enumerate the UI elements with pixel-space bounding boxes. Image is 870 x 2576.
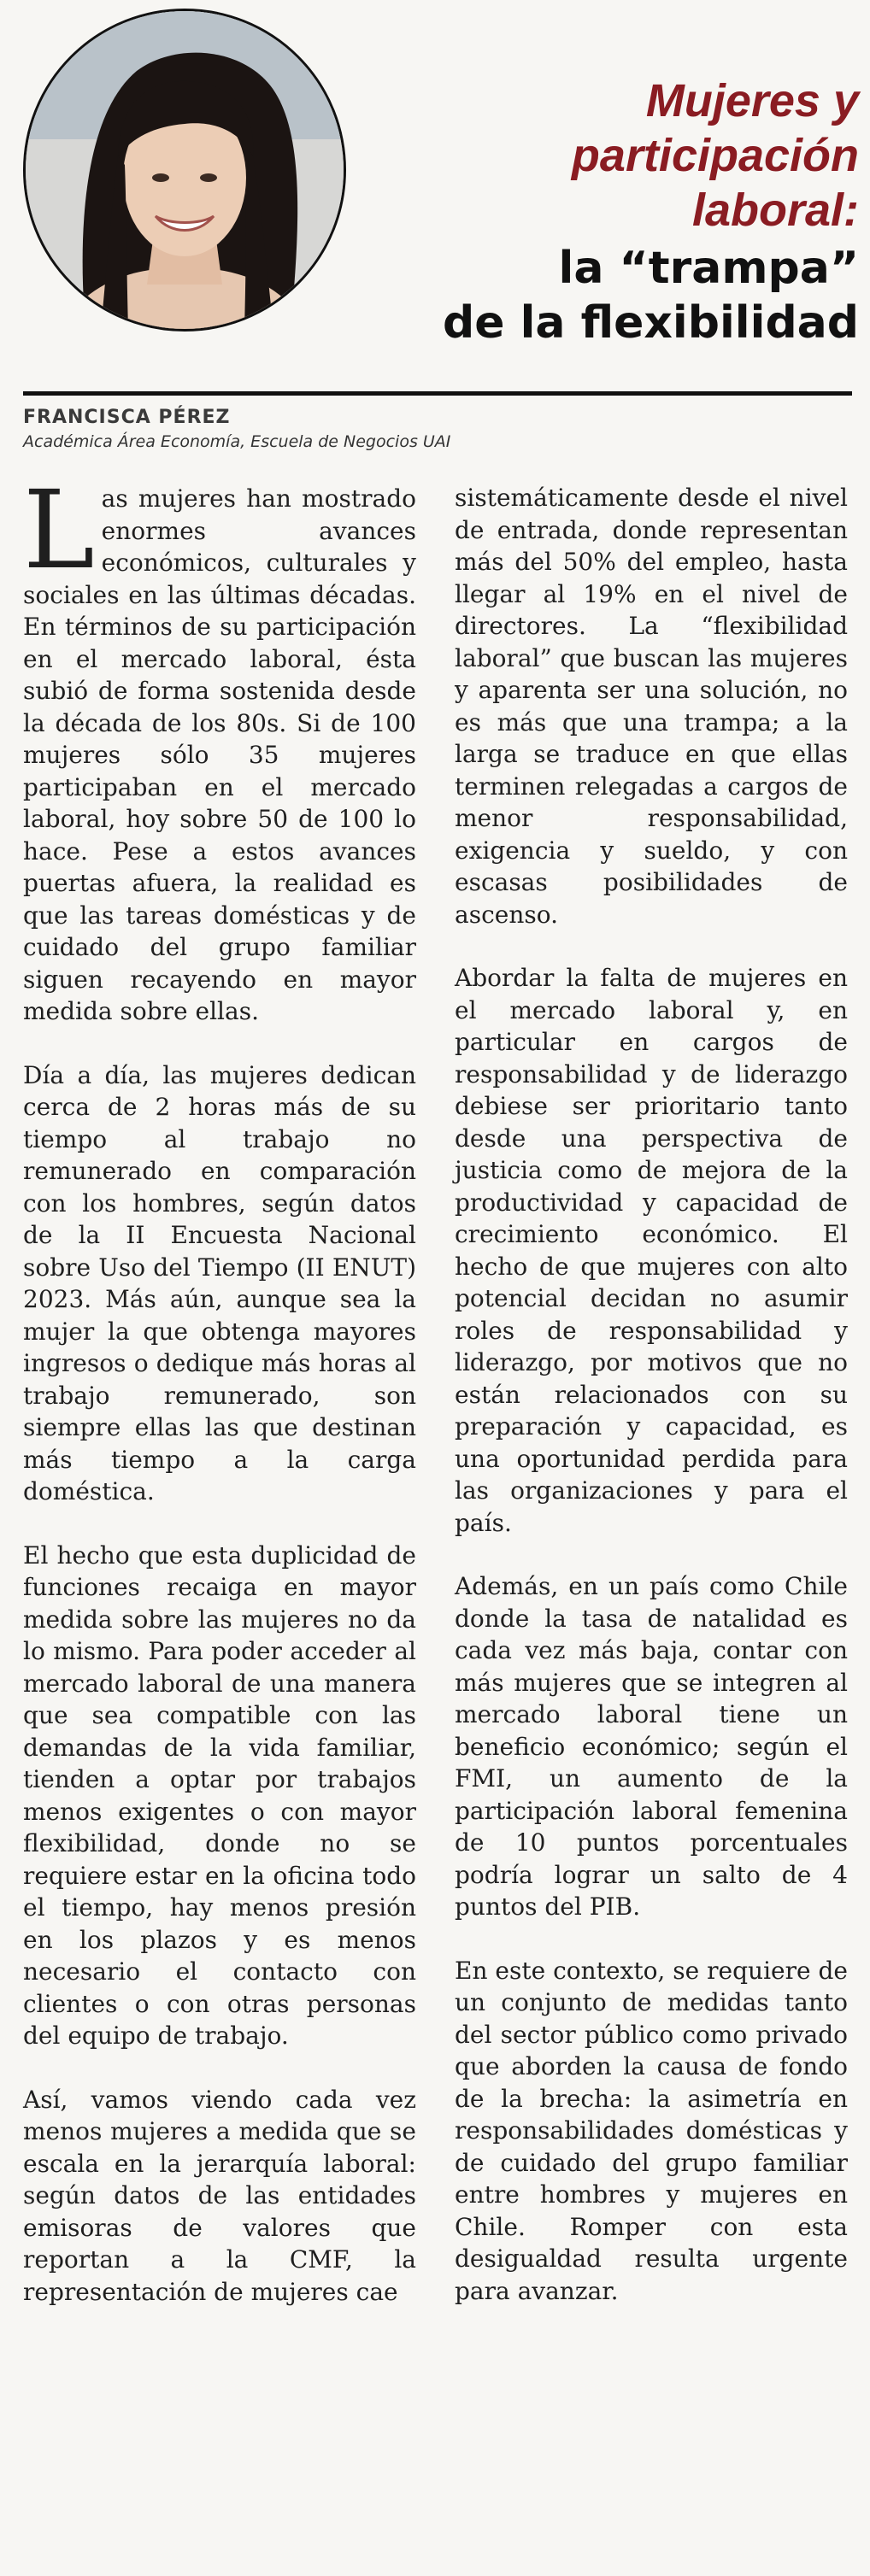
headline-line-3: laboral:: [691, 185, 859, 236]
paragraph-6: Abordar la falta de mujeres en el mercado laboral y, en particular en cargos de responsabilidad y de liderazgo debiese ser prioritario tanto desde una perspectiva de justicia como de mejora de la productividad y capacidad de crecimiento económico. El hecho de que mujeres con alto potencial decidan no asumir roles de responsabilidad y liderazgo, por motivos que no están relacionados con su preparación y capacidad, es una oportunidad perdida para las organizaciones y para el país.: [455, 964, 848, 1537]
headline-line-5: de la flexibilidad: [442, 297, 859, 349]
paragraph-5: sistemáticamente desde el nivel de entrada, donde representan más del 50% del empleo, hasta llegar al 19% en el nivel de directores. La “flexibilidad laboral” que buscan las mujeres y aparenta ser una solución, no es más que una trampa; a la larga se traduce en que ellas terminen relegadas a cargos de menor responsabilidad, exigencia y sueldo, y con escasas posibilidades de ascenso.: [455, 484, 848, 929]
author-portrait-illustration: [26, 11, 344, 329]
headline-line-2: participación: [571, 130, 859, 181]
author-name: FRANCISCA PÉREZ: [23, 407, 231, 428]
author-photo: [23, 9, 346, 332]
article-column-right: [455, 482, 848, 2338]
paragraph-1-text: as mujeres han mostrado enormes avances económicos, culturales y sociales en las últimas décadas. En términos de su participación en el mercado laboral, ésta subió de forma sostenida desde la década de los 80s. Si de 100 mujeres sólo 35 mujeres participaban en el mercado laboral, hoy sobre 50 de 100 lo hace. Pese a estos avances puertas afuera, la realidad es que las tareas domésticas y de cuidado del grupo familiar siguen recayendo en mayor medida sobre ellas.: [23, 484, 416, 1025]
author-affiliation: Académica Área Economía, Escuela de Negocios UAI: [23, 432, 451, 451]
paragraph-2: Día a día, las mujeres dedican cerca de 2 horas más de su tiempo al trabajo no remunerado en comparación con los hombres, según datos de la II Encuesta Nacional sobre Uso del Tiempo (II ENUT) 2023. Más aún, aunque sea la mujer la que obtenga mayores ingresos o dedique más horas al trabajo remunerado, son siempre ellas las que destinan más tiempo a la carga doméstica.: [23, 1060, 416, 1505]
paragraph-4: Así, vamos viendo cada vez menos mujeres a medida que se escala en la jerarquía laboral: según datos de las entidades emisoras de valores que reportan a la CMF, la representación de mujeres cae: [23, 2085, 416, 2306]
paragraph-8: En este contexto, se requiere de un conjunto de medidas tanto del sector público como privado que aborden la causa de fondo de la brecha: la asimetría en responsabilidades domésticas y de cuidado del grupo familiar entre hombres y mujeres en Chile. Romper con esta desigualdad resulta urgente para avanzar.: [455, 1956, 848, 2305]
drop-cap: L: [23, 467, 95, 593]
headline-line-1: Mujeres y: [645, 75, 859, 126]
header-divider: [23, 391, 852, 396]
headline-line-4: la “trampa”: [558, 243, 859, 294]
headline: [367, 73, 859, 350]
paragraph-3: El hecho que esta duplicidad de funciones recaiga en mayor medida sobre las mujeres no da lo mismo. Para poder acceder al mercado laboral de una manera que sea compatible con las demandas de la vida familiar, tienden a optar por trabajos menos exigentes o con mayor flexibilidad, donde no se requiere estar en la oficina todo el tiempo, hay menos presión en los plazos y es menos necesario el contacto con clientes o con otras personas del equipo de trabajo.: [23, 1540, 416, 2050]
paragraph-1: [23, 467, 416, 1028]
article-column-left: [23, 467, 416, 2339]
paragraph-7: Además, en un país como Chile donde la tasa de natalidad es cada vez más baja, contar con más mujeres que se integren al mercado laboral tiene un beneficio económico; según el FMI, un aumento de la participación laboral femenina de 10 puntos porcentuales podría lograr un salto de 4 puntos del PIB.: [455, 1572, 848, 1921]
